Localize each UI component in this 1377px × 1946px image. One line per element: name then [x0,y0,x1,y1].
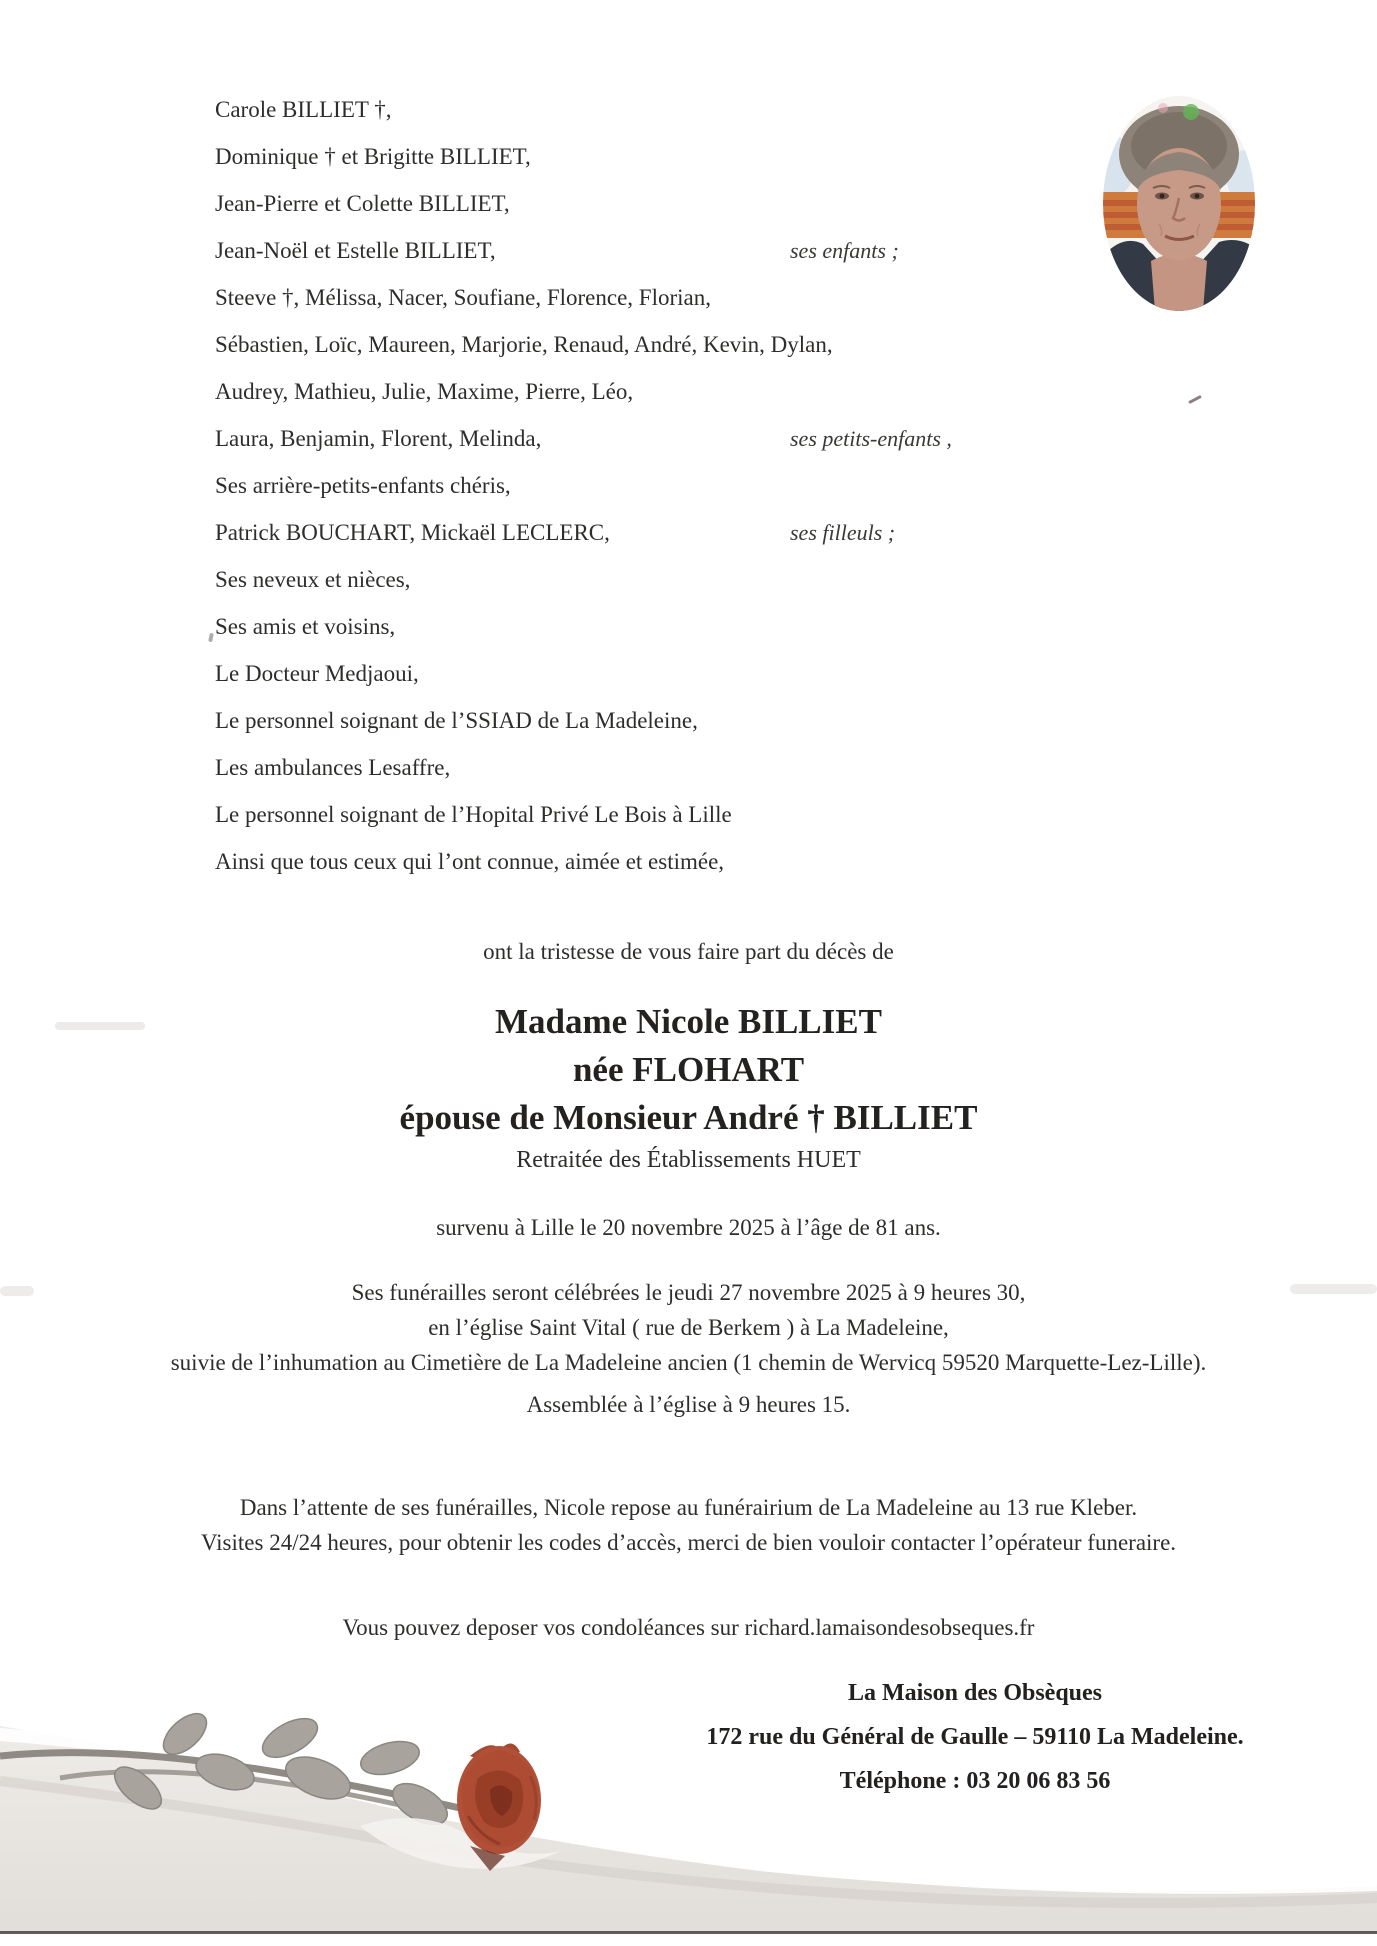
maiden-name: née FLOHART [572,1050,805,1089]
scan-artifact [1290,1284,1377,1294]
rose-photo-graphic [0,1686,1377,1933]
announcement-intro: ont la tristesse de vous faire part du décès de [483,939,894,964]
family-line [215,180,1175,227]
family-line-text: Steeve †, Mélissa, Nacer, Soufiane, Florence, Florian, [215,285,711,310]
family-line-text: Les ambulances Lesaffre, [215,755,451,780]
funeral-home-address: 172 rue du Général de Gaulle – 59110 La Madeleine. [706,1723,1244,1750]
family-line-text: Laura, Benjamin, Florent, Melinda, [215,426,542,451]
funeral-home-name: La Maison des Obsèques [847,1680,1103,1706]
family-line-text: Ainsi que tous ceux qui l’ont connue, aimée et estimée, [215,849,725,874]
scan-artifact [0,1286,34,1296]
funeral-home-phone: Téléphone : 03 20 06 83 56 [839,1767,1111,1794]
scan-artifact [1188,395,1202,404]
family-line [215,650,1175,697]
assembly-line: Assemblée à l’église à 9 heures 15. [526,1392,851,1417]
family-line-text: Carole BILLIET †, [215,97,392,122]
family-line [215,227,1175,274]
death-line: survenu à Lille le 20 novembre 2025 à l’âge de 81 ans. [436,1215,941,1240]
relation-label-grandchildren: ses petits-enfants , [790,426,952,451]
rose-photo [0,1686,1377,1933]
family-line [215,838,1175,885]
family-line-text: Audrey, Mathieu, Julie, Maxime, Pierre, Léo, [215,379,634,404]
family-line [215,86,1175,133]
family-line [215,462,1175,509]
family-line [215,274,1175,321]
family-line-text: Dominique † et Brigitte BILLIET, [215,144,531,169]
funeral-line-3: suivie de l’inhumation au Cimetière de La Madeleine ancien (1 chemin de Wervicq 59520 Marquette-Lez-Lille). [170,1350,1207,1375]
family-line-text: Ses amis et voisins, [215,614,396,639]
condolences-line: Vous pouvez deposer vos condoléances sur richard.lamaisondesobseques.fr [342,1615,1035,1640]
family-line [215,321,1175,368]
family-line [215,697,1175,744]
family-line [215,603,1175,650]
bottom-rule [0,1931,1377,1934]
family-line [215,791,1175,838]
deceased-name: Madame Nicole BILLIET [495,1002,882,1041]
family-line-text: Le Docteur Medjaoui, [215,661,419,686]
family-line-text: Sébastien, Loïc, Maureen, Marjorie, Renaud, André, Kevin, Dylan, [215,332,833,357]
family-line [215,509,1175,556]
spouse-line: épouse de Monsieur André † BILLIET [399,1098,978,1137]
family-line-text: Patrick BOUCHART, Mickaël LECLERC, [215,520,610,545]
family-line-text: Jean-Pierre et Colette BILLIET, [215,191,510,216]
repose-line-1: Dans l’attente de ses funérailles, Nicole repose au funérairium de La Madeleine au 13 rue Kleber. [239,1495,1138,1520]
family-line-text: Ses neveux et nièces, [215,567,411,592]
family-line-text: Le personnel soignant de l’Hopital Privé Le Bois à Lille [215,802,732,827]
family-line-text: Jean-Noël et Estelle BILLIET, [215,238,496,263]
family-line [215,744,1175,791]
family-list [215,86,1175,885]
funeral-line-2: en l’église Saint Vital ( rue de Berkem ) à La Madeleine, [428,1315,949,1340]
family-line-text: Le personnel soignant de l’SSIAD de La Madeleine, [215,708,698,733]
relation-label-godsons: ses filleuls ; [790,520,896,545]
relation-label-children: ses enfants ; [790,238,899,263]
scan-artifact [208,633,214,643]
family-line [215,556,1175,603]
family-line [215,133,1175,180]
repose-line-2: Visites 24/24 heures, pour obtenir les codes d’accès, merci de bien vouloir contacter l’opérateur funeraire. [200,1530,1177,1555]
family-line [215,368,1175,415]
funeral-line-1: Ses funérailles seront célébrées le jeudi 27 novembre 2025 à 9 heures 30, [351,1280,1026,1305]
family-line [215,415,1175,462]
scan-artifact [55,1022,145,1030]
family-line-text: Ses arrière-petits-enfants chéris, [215,473,511,498]
retired-line: Retraitée des Établissements HUET [516,1147,861,1173]
